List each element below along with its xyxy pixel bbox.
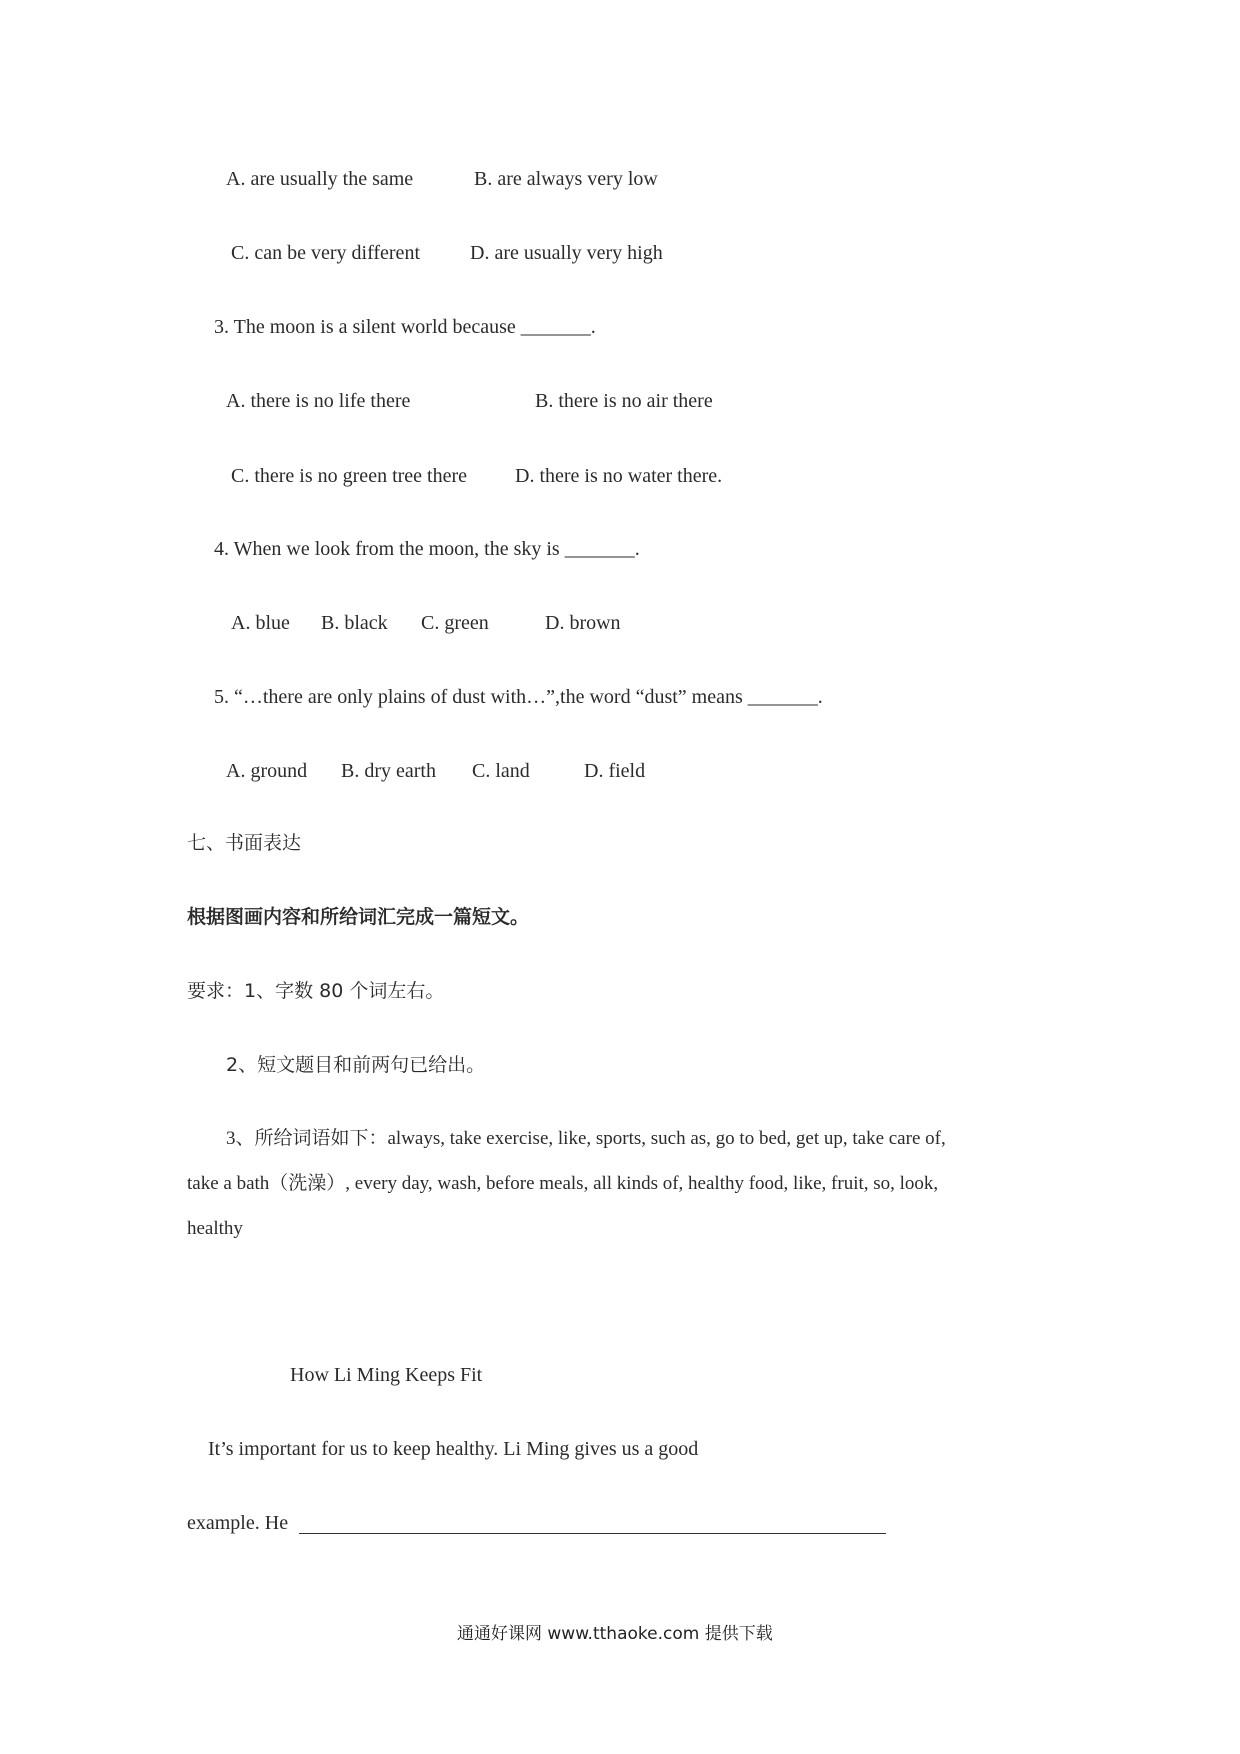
q3-option-b: B. there is no air there [535,390,713,412]
q5-stem: 5. “…there are only plains of dust with…”,the word “dust” means _______. [214,686,823,708]
q3-stem: 3. The moon is a silent world because _______. [214,316,596,338]
requirement-3-line2: take a bath（洗澡）, every day, wash, before meals, all kinds of, healthy food, like, fruit, so, look, [187,1173,939,1194]
q2-option-c: C. can be very different [231,242,420,264]
q3-option-d: D. there is no water there. [515,465,723,487]
q4-option-c: C. green [421,612,489,634]
q5-option-b: B. dry earth [341,760,436,782]
q4-option-b: B. black [321,612,388,634]
section-instruction: 根据图画内容和所给词汇完成一篇短文。 [187,906,530,928]
requirement-3-line3: healthy [187,1218,243,1239]
q4-option-a: A. blue [231,612,290,634]
essay-line-2: example. He [187,1512,289,1534]
q4-stem: 4. When we look from the moon, the sky is _______. [214,538,640,560]
q3-option-c: C. there is no green tree there [231,465,468,487]
q2-option-a: A. are usually the same [226,168,414,190]
q5-option-d: D. field [584,760,646,782]
q2-option-b: B. are always very low [474,168,658,190]
requirement-2: 2、短文题目和前两句已给出。 [226,1054,486,1076]
essay-title: How Li Ming Keeps Fit [290,1364,483,1386]
q5-option-c: C. land [472,760,530,782]
answer-blank-line [299,1533,886,1534]
section-heading: 七、书面表达 [187,832,302,854]
essay-line-1: It’s important for us to keep healthy. Li Ming gives us a good [208,1438,699,1460]
page-footer: 通通好课网 www.tthaoke.com 提供下载 [457,1624,773,1644]
requirement-3-line1: 3、所给词语如下：always, take exercise, like, sports, such as, go to bed, get up, take care of, [226,1128,946,1149]
q4-option-d: D. brown [545,612,621,634]
q3-option-a: A. there is no life there [226,390,411,412]
q5-option-a: A. ground [226,760,308,782]
requirement-1: 要求：1、字数 80 个词左右。 [187,980,445,1002]
q2-option-d: D. are usually very high [470,242,663,264]
